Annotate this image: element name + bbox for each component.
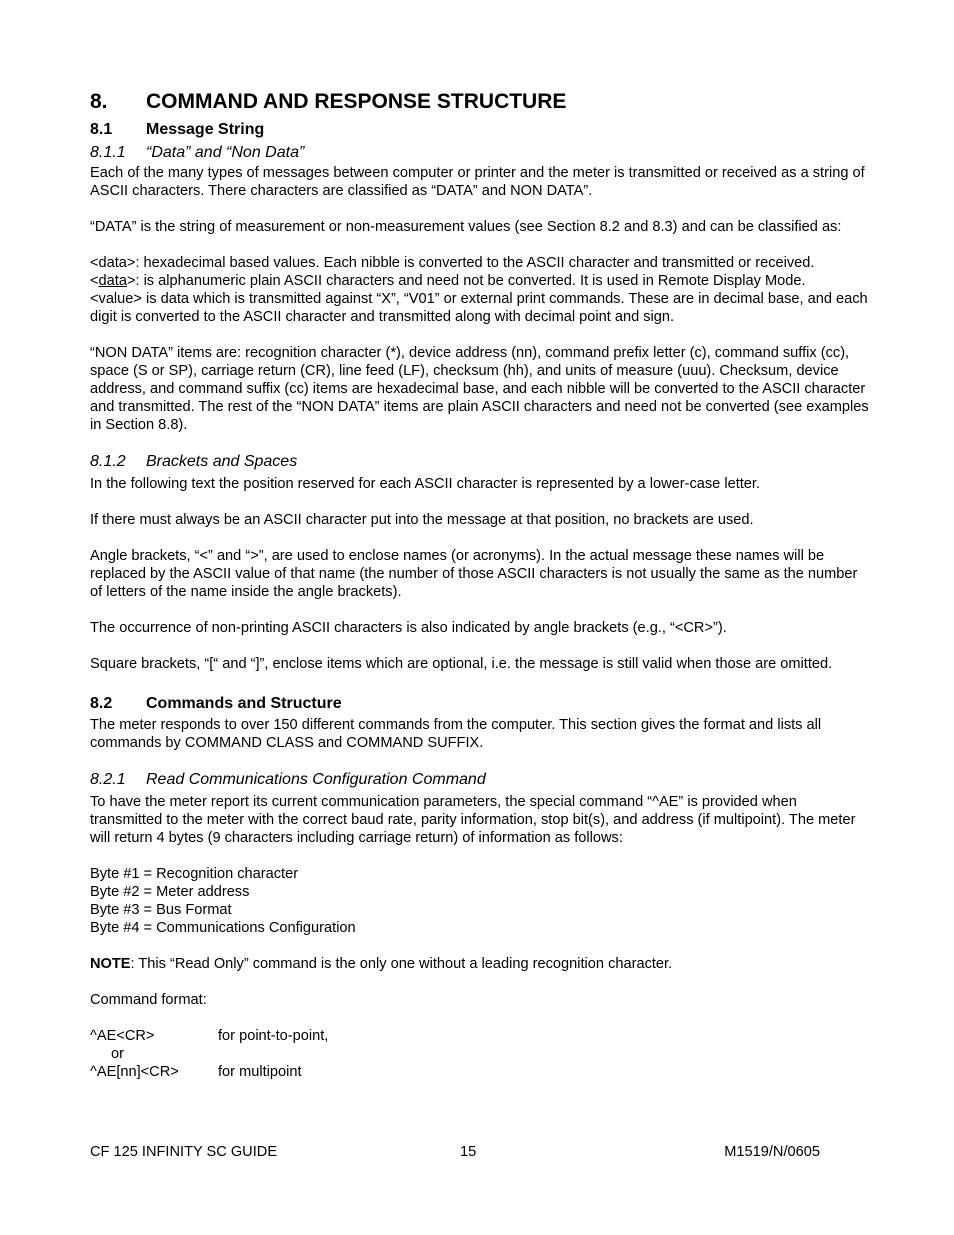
subsection-title: Message String	[146, 121, 265, 138]
byte-list-item: Byte #3 = Bus Format	[90, 902, 232, 918]
paragraph: Each of the many types of messages between computer or printer and the meter is transmitted or received as a string of ASCII characters. There characters are classified as “DATA” and NON DATA”.	[90, 165, 865, 199]
byte-list-item: Byte #2 = Meter address	[90, 884, 250, 900]
subsubsection-title: Brackets and Spaces	[146, 453, 298, 470]
paragraph: The occurrence of non-printing ASCII characters is also indicated by angle brackets (e.g., “<CR>”).	[90, 620, 727, 636]
text-fragment: >: is alphanumeric plain ASCII characters and need not be converted. It is used in Remote Display Mode.	[126, 273, 806, 289]
command-description: for multipoint	[218, 1064, 302, 1080]
text-fragment: <	[90, 273, 99, 289]
paragraph: The meter responds to over 150 different commands from the computer. This section gives the format and lists all commands by COMMAND CLASS and COMMAND SUFFIX.	[90, 717, 822, 751]
paragraph: “DATA” is the string of measurement or non-measurement values (see Section 8.2 and 8.3) and can be classified as:	[90, 219, 842, 235]
paragraph: <data>: hexadecimal based values. Each nibble is converted to the ASCII character and transmitted or received.	[90, 255, 815, 271]
subsubsection-heading-8-1-2	[90, 452, 870, 472]
note-label: NOTE	[90, 956, 131, 972]
command-code: ^AE[nn]<CR>	[90, 1064, 179, 1080]
paragraph: In the following text the position reserved for each ASCII character is represented by a lower-case letter.	[90, 476, 761, 492]
command-format-label: Command format:	[90, 992, 207, 1008]
footer-doc-code: M1519/N/0605	[724, 1144, 820, 1160]
subsubsection-title: Read Communications Configuration Command	[146, 771, 486, 788]
paragraph: Square brackets, “[“ and “]”, enclose items which are optional, i.e. the message is still valid when those are omitted.	[90, 656, 833, 672]
subsubsection-heading-8-1-1	[90, 143, 870, 163]
subsection-title: Commands and Structure	[146, 695, 342, 712]
command-row	[90, 1063, 870, 1081]
command-row	[90, 1027, 870, 1045]
note-paragraph	[90, 955, 870, 973]
section-number: 8.	[90, 90, 108, 113]
subsection-number: 8.2	[90, 695, 113, 712]
subsection-number: 8.1	[90, 121, 113, 138]
underlined-text: data	[98, 273, 127, 289]
document-page	[90, 88, 870, 1081]
subsubsection-title: “Data” and “Non Data”	[146, 144, 305, 161]
command-or: or	[111, 1046, 124, 1062]
footer-page-number: 15	[460, 1144, 477, 1160]
note-text: : This “Read Only” command is the only one without a leading recognition character.	[130, 956, 673, 972]
paragraph: To have the meter report its current communication parameters, the special command “^AE” is provided when transmitted to the meter with the correct baud rate, parity information, stop bit(s), and address (if multipoint). The meter will return 4 bytes (9 characters including carriage return) of information as follows:	[90, 794, 856, 846]
byte-list-item: Byte #1 = Recognition character	[90, 866, 299, 882]
paragraph	[90, 272, 870, 290]
subsection-heading-8-2	[90, 694, 870, 714]
paragraph: <value> is data which is transmitted against “X”, “V01” or external print commands. These are in decimal base, and each digit is converted to the ASCII character and transmitted along with decimal point and sign.	[90, 291, 868, 325]
subsubsection-heading-8-2-1	[90, 770, 870, 790]
section-heading	[90, 88, 566, 116]
byte-list-item: Byte #4 = Communications Configuration	[90, 920, 356, 936]
paragraph: Angle brackets, “<” and “>”, are used to enclose names (or acronyms). In the actual message these names will be replaced by the ASCII value of that name (the number of those ASCII characters is not usually the same as the number of letters of the name inside the angle brackets).	[90, 548, 858, 600]
subsubsection-number: 8.1.1	[90, 144, 126, 161]
command-description: for point-to-point,	[218, 1028, 329, 1044]
paragraph: If there must always be an ASCII character put into the message at that position, no brackets are used.	[90, 512, 754, 528]
subsubsection-number: 8.2.1	[90, 771, 126, 788]
paragraph: “NON DATA” items are: recognition character (*), device address (nn), command prefix letter (c), command suffix (cc), space (S or SP), carriage return (CR), line feed (LF), checksum (hh), and units of measure (uuu). Checksum, device address, and command suffix (cc) items are hexadecimal base, and each nibble will be converted to the ASCII character and transmitted. The rest of the “NON DATA” items are plain ASCII characters and need not be converted (see examples in Section 8.8).	[90, 345, 869, 433]
footer-doc-title: CF 125 INFINITY SC GUIDE	[90, 1144, 278, 1160]
section-title: COMMAND AND RESPONSE STRUCTURE	[146, 90, 567, 113]
subsection-heading-8-1	[90, 120, 870, 140]
command-code: ^AE<CR>	[90, 1028, 155, 1044]
subsubsection-number: 8.1.2	[90, 453, 126, 470]
